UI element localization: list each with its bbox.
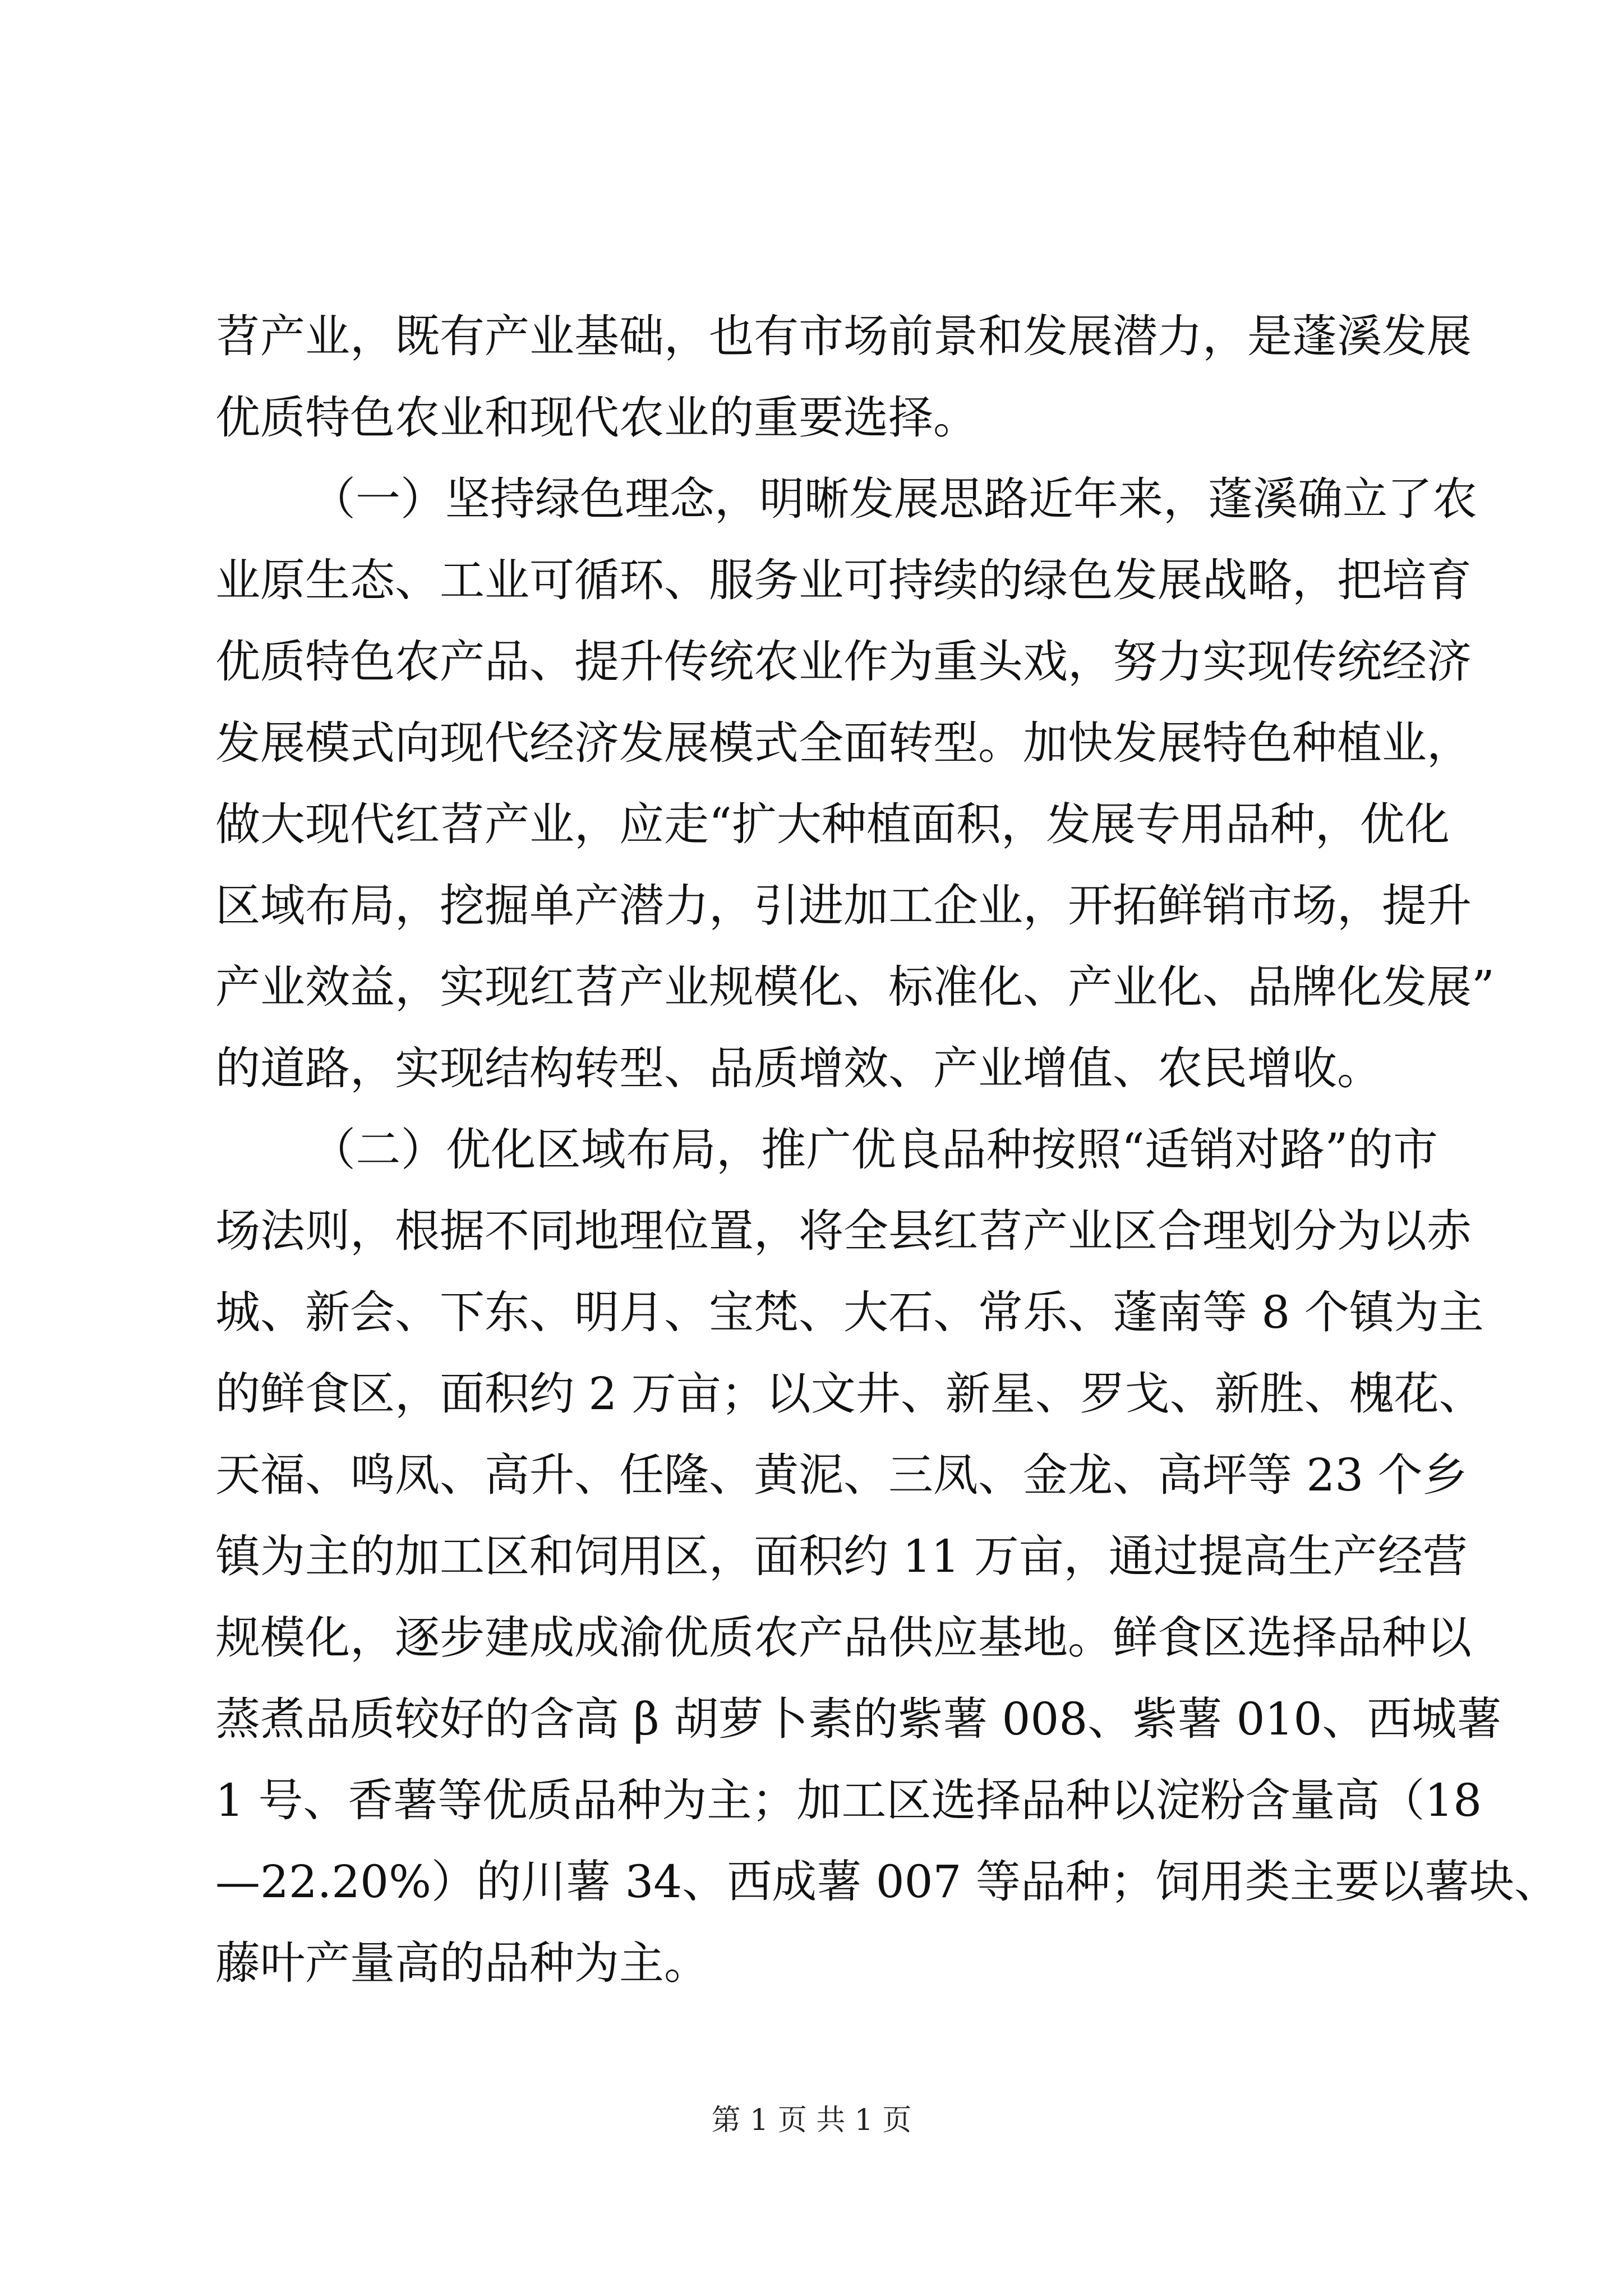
text-line: （二）优化区域布局，推广优良品种按照“适销对路”的市 xyxy=(311,1124,1438,1176)
page-footer xyxy=(0,2101,1623,2140)
text-line: 镇为主的加工区和饲用区，面积约 11 万亩，通过提高生产经营 xyxy=(215,1530,1468,1582)
text-line: 优质特色农产品、提升传统农业作为重头戏，努力实现传统经济 xyxy=(215,636,1472,688)
page-number-label: 第 1 页 共 1 页 xyxy=(711,2104,912,2137)
paragraph-3 xyxy=(215,1109,1559,2004)
text-line: 优质特色农业和现代农业的重要选择。 xyxy=(215,392,978,444)
text-line: 天福、鸣凤、高升、任隆、黄泥、三凤、金龙、高坪等 23 个乡 xyxy=(215,1449,1468,1501)
text-line: 规模化，逐步建成成渝优质农产品供应基地。鲜食区选择品种以 xyxy=(215,1612,1472,1664)
text-line: 的鲜食区，面积约 2 万亩；以文井、新星、罗戈、新胜、槐花、 xyxy=(215,1368,1484,1420)
text-line: 的道路，实现结构转型、品质增效、产业增值、农民增收。 xyxy=(215,1042,1382,1094)
text-line: （一）坚持绿色理念，明晰发展思路近年来，蓬溪确立了农 xyxy=(311,473,1477,525)
text-line: 1 号、香薯等优质品种为主；加工区选择品种以淀粉含量高（18 xyxy=(215,1774,1482,1826)
text-line: 区域布局，挖掘单产潜力，引进加工企业，开拓鲜销市场，提升 xyxy=(215,880,1472,932)
text-line: 发展模式向现代经济发展模式全面转型。加快发展特色种植业， xyxy=(215,717,1472,769)
text-line: 做大现代红苕产业，应走“扩大种植面积，发展专用品种，优化 xyxy=(215,798,1450,850)
text-line: 苕产业，既有产业基础，也有市场前景和发展潜力，是蓬溪发展 xyxy=(215,310,1472,362)
paragraph-2 xyxy=(215,458,1495,1109)
text-line: 场法则，根据不同地理位置，将全县红苕产业区合理划分为以赤 xyxy=(215,1205,1472,1257)
text-line: 城、新会、下东、明月、宝梵、大石、常乐、蓬南等 8 个镇为主 xyxy=(215,1286,1484,1338)
text-line: —22.20%）的川薯 34、西成薯 007 等品种；饲用类主要以薯块、 xyxy=(215,1856,1559,1908)
document-body xyxy=(215,296,1559,2004)
text-line: 产业效益，实现红苕产业规模化、标准化、产业化、品牌化发展” xyxy=(215,961,1495,1013)
paragraph-1 xyxy=(215,296,1472,458)
text-line: 蒸煮品质较好的含高 β 胡萝卜素的紫薯 008、紫薯 010、西城薯 xyxy=(215,1693,1502,1745)
text-line: 藤叶产量高的品种为主。 xyxy=(215,1937,709,1989)
text-line: 业原生态、工业可循环、服务业可持续的绿色发展战略，把培育 xyxy=(215,554,1472,606)
